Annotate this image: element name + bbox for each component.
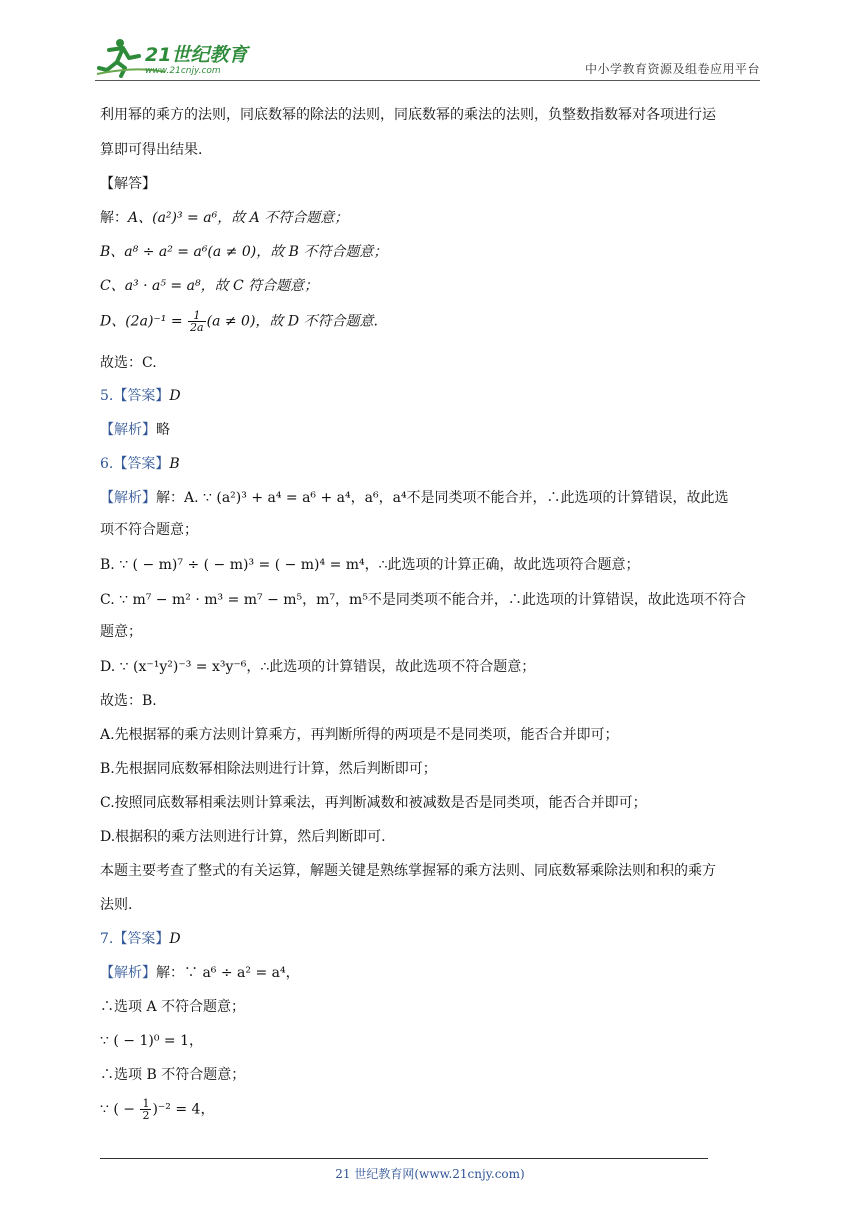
svg-text:21世纪教育: 21世纪教育: [145, 44, 248, 66]
page-header: [95, 36, 760, 82]
text-line: C.按照同底数幂相乘法则计算乘法，再判断减数和被减数是否是同类项，能否合并即可；: [100, 795, 647, 811]
text-line: C、a³ · a⁵ = a⁸，故 C 符合题意；: [100, 278, 319, 294]
answer-line: 5.【答案】D: [100, 388, 181, 404]
text-line: ∵ ( − $\frac{1}{2}$ )⁻² = 4，: [100, 1097, 215, 1122]
text-line: 利用幂的乘方的法则，同底数幂的除法的法则，同底数幂的乘法的法则，负整数指数幂对各项进行运: [100, 107, 716, 123]
analysis-line: 【解析】略: [100, 422, 170, 438]
text-line: 算即可得出结果.: [100, 142, 203, 158]
answer-line: 7.【答案】D: [100, 931, 181, 947]
text-line: D、(2a)⁻¹ = $\frac{1}{2a}$ (a ≠ 0)，故 D 不符合题意.: [100, 309, 378, 334]
text-line: ∴选项 A 不符合题意；: [100, 999, 246, 1015]
analysis-line: 【解析】解：A. ∵ (a²)³ + a⁴ = a⁶ + a⁴，a⁶，a⁴不是同类项不能合并，∴此选项的计算错误，故此选: [100, 490, 729, 506]
svg-text:www.21cnjy.com: www.21cnjy.com: [145, 66, 221, 76]
text-line: D. ∵ (x⁻¹y²)⁻³ = x³y⁻⁶，∴此选项的计算错误，故此选项不符合题意；: [100, 659, 536, 675]
header-divider: [95, 80, 760, 81]
text-line: 故选：C.: [100, 355, 157, 371]
fraction: $\frac{1}{2a}$: [190, 309, 204, 334]
text-line: 项不符合题意；: [100, 522, 198, 538]
fraction: $\frac{1}{2}$: [142, 1097, 150, 1122]
text-line: B、a⁸ ÷ a² = a⁶(a ≠ 0)，故 B 不符合题意；: [100, 244, 388, 260]
text-line: A.先根据幂的乘方法则计算乘方，再判断所得的两项是不是同类项，能否合并即可；: [100, 727, 619, 743]
text-line: C. ∵ m⁷ − m² · m³ = m⁷ − m⁵，m⁷，m⁵不是同类项不能合并，∴此选项的计算错误，故此选项不符合: [100, 592, 746, 608]
footer-divider: [100, 1158, 708, 1159]
answer-line: 6.【答案】B: [100, 456, 180, 472]
text-line: 题意；: [100, 624, 142, 640]
text-line: 解：A、(a²)³ = a⁶，故 A 不符合题意；: [100, 210, 349, 226]
text-line: D.根据积的乘方法则进行计算，然后判断即可.: [100, 829, 386, 845]
text-line: B. ∵ ( − m)⁷ ÷ ( − m)³ = ( − m)⁴ = m⁴，∴此选项的计算正确，故此选项符合题意；: [100, 557, 640, 573]
text-line: 本题主要考查了整式的有关运算，解题关键是熟练掌握幂的乘方法则、同底数幂乘除法则和积的乘方: [100, 863, 716, 879]
page-footer: 21 世纪教育网(www.21cnjy.com): [335, 1167, 525, 1181]
text-line: ∵ ( − 1)⁰ = 1，: [100, 1033, 203, 1049]
text-line: ∴选项 B 不符合题意；: [100, 1067, 246, 1083]
text-line: 法则.: [100, 897, 133, 913]
platform-name: 中小学教育资源及组卷应用平台: [584, 62, 760, 76]
text-line: B.先根据同底数幂相除法则进行计算，然后判断即可；: [100, 761, 437, 777]
analysis-line: 【解析】解：∵ a⁶ ÷ a² = a⁴，: [100, 965, 300, 981]
section-label: 【解答】: [100, 176, 156, 192]
text-line: 故选：B.: [100, 693, 157, 709]
site-logo: [95, 36, 265, 78]
